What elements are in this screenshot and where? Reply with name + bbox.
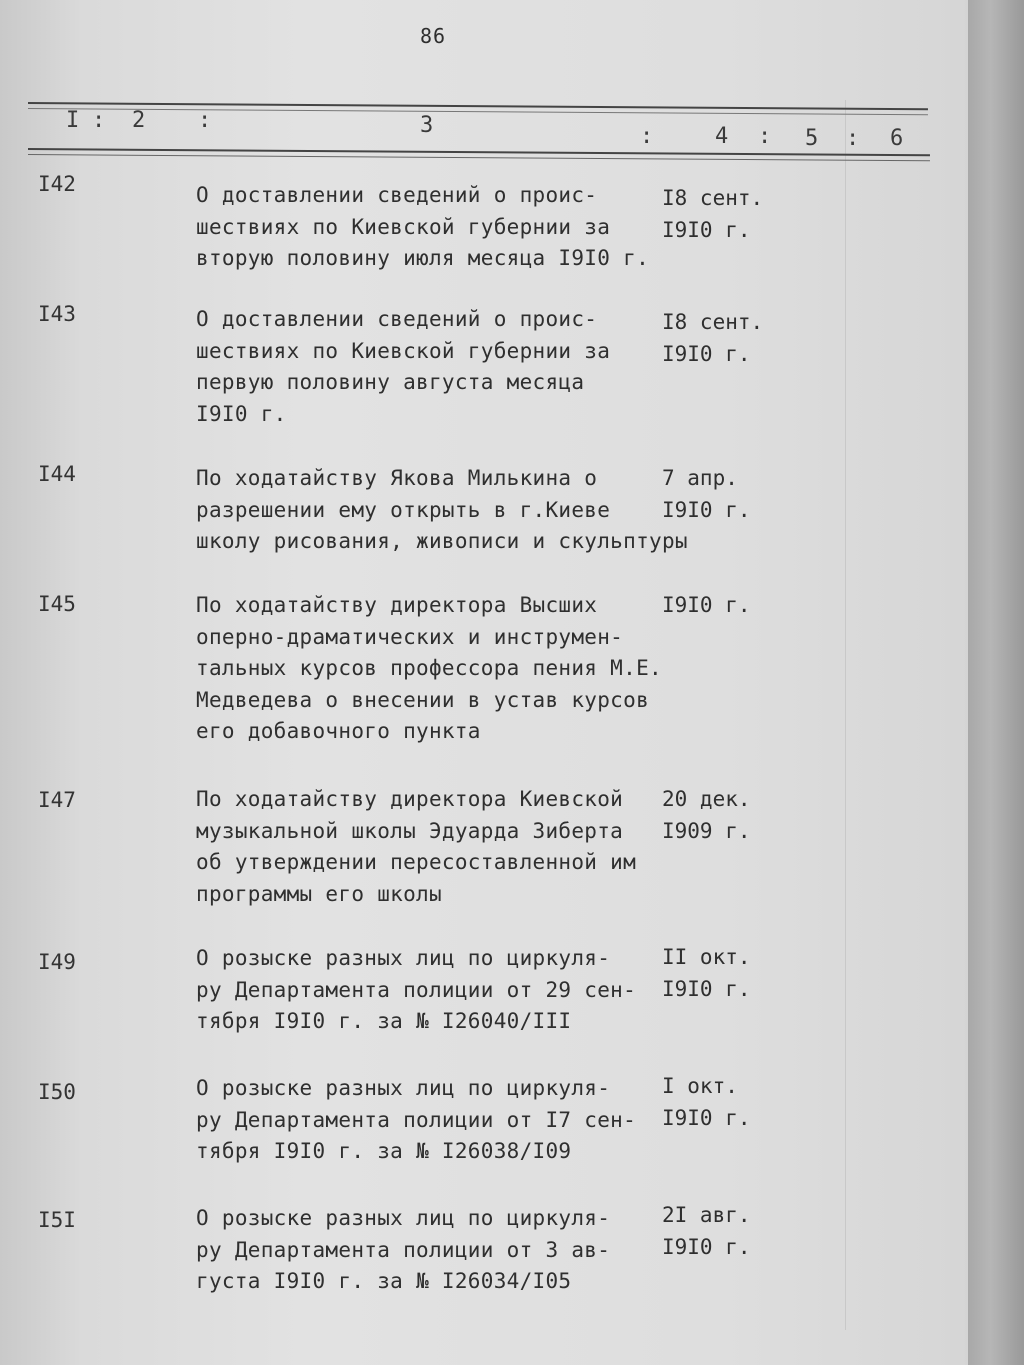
entry-description: О доставлении сведений о проис- шествиях по Киевской губернии за вторую половину июля месяца I9I0 г. [196,183,650,270]
entry-date: 7 апр. I9I0 г. [662,466,751,522]
entry-date: I8 сент. I9I0 г. [662,186,764,242]
entry-number: I44 [38,462,76,486]
column-separator: : [92,108,106,133]
entry-number: I5I [38,1208,76,1232]
entry-number: I43 [38,302,76,326]
entry-date: 20 дек. I909 г. [662,787,751,843]
entry-description: О доставлении сведений о проис- шествиях по Киевской губернии за первую половину августа месяца I9I0 г. [196,307,611,426]
column-header-1: I [66,108,80,133]
entry-number: I49 [38,950,76,974]
entry-date: I окт. I9I0 г. [662,1074,751,1130]
column-header-6: 6 [890,126,904,151]
entry-description: По ходатайству Якова Милькина о разрешении ему открыть в г.Киеве школу рисования, живописи и скульптуры [196,466,688,553]
column-separator: : [758,124,772,149]
column-rule [845,100,846,1330]
entry-description: По ходатайству директора Киевской музыкальной школы Эдуарда Зиберта об утверждении пересоставленной им программы его школы [196,787,637,906]
column-header-4: 4 [715,124,729,149]
column-header-5: 5 [805,126,819,151]
column-separator: : [198,108,212,133]
entry-description: По ходатайству директора Высших оперно-драматических и инструмен- тальных курсов профессора пения М.Е. Медведева о внесении в устав курсов его добавочного пункта [196,593,662,743]
entry-description: О розыске разных лиц по циркуля- ру Департамента полиции от 3 ав- густа I9I0 г. за № I26034/I05 [196,1206,611,1293]
entry-description: О розыске разных лиц по циркуля- ру Департамента полиции от I7 сен- тября I9I0 г. за № I26038/I09 [196,1076,637,1163]
column-header-3: 3 [420,113,434,138]
entry-date: I9I0 г. [662,593,751,617]
column-header-2: 2 [132,108,146,133]
entry-number: I45 [38,592,76,616]
entry-date: I8 сент. I9I0 г. [662,310,764,366]
entry-number: I42 [38,172,76,196]
entry-description: О розыске разных лиц по циркуля- ру Департамента полиции от 29 сен- тября I9I0 г. за № I26040/III [196,946,637,1033]
column-separator: : [846,126,860,151]
entry-date: 2I авг. I9I0 г. [662,1203,751,1259]
entry-date: II окт. I9I0 г. [662,945,751,1001]
entry-number: I47 [38,788,76,812]
column-separator: : [640,124,654,149]
page-edge-shadow [968,0,1024,1365]
page-number: 86 [420,24,447,48]
entry-number: I50 [38,1080,76,1104]
